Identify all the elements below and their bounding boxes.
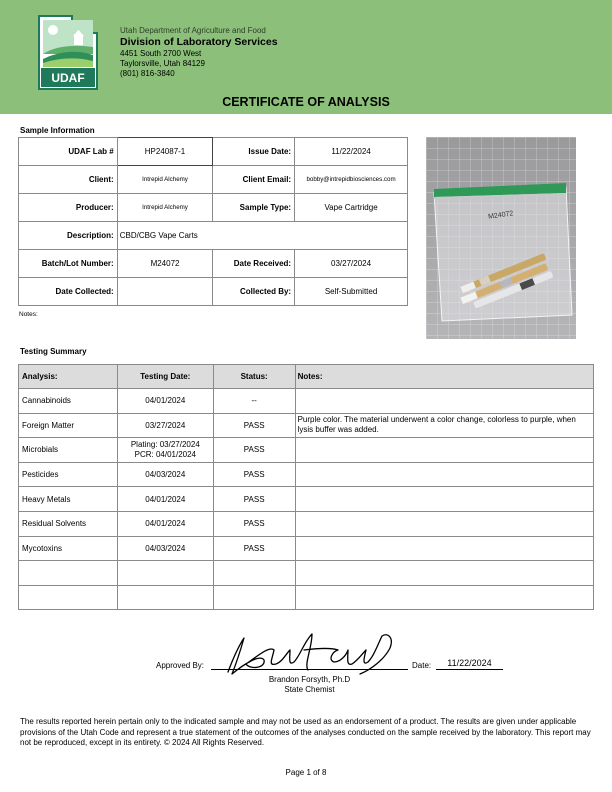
sample-info-label: Sample Information <box>20 126 95 135</box>
status-cell: PASS <box>213 438 295 463</box>
email-label: Client Email: <box>213 166 295 194</box>
type-label: Sample Type: <box>213 194 295 222</box>
approved-by-label: Approved By: <box>156 661 205 670</box>
received-label: Date Received: <box>213 250 295 278</box>
status-cell: PASS <box>213 462 295 487</box>
batch-value: M24072 <box>117 250 213 278</box>
analysis-cell: Mycotoxins <box>19 536 118 561</box>
producer-label: Producer: <box>19 194 118 222</box>
lab-label: UDAF Lab # <box>19 138 118 166</box>
notes-cell <box>295 536 593 561</box>
date-cell: 04/01/2024 <box>117 511 213 536</box>
notes-cell <box>295 389 593 414</box>
notes-cell <box>295 511 593 536</box>
photo-bag-label: M24072 <box>487 210 514 221</box>
table-row <box>19 438 594 463</box>
date-cell: 04/01/2024 <box>117 389 213 414</box>
division-name: Division of Laboratory Services <box>120 36 278 48</box>
lab-value: HP24087-1 <box>117 138 213 166</box>
disclaimer-text: The results reported herein pertain only to the indicated sample and may not be used as an endorsement of a product. The results are given under applicable provisions of the Utah Code and represent a true statement of the outcomes of the analyses conducted on the sample received by the laboratory. This report may not be reproduced, except in its entirety. © 2024 All Rights Reserved. <box>20 717 591 747</box>
testing-summary-label: Testing Summary <box>20 347 87 356</box>
analysis-cell: Cannabinoids <box>19 389 118 414</box>
udaf-logo <box>38 15 98 90</box>
issue-value: 11/22/2024 <box>295 138 408 166</box>
table-row <box>19 413 594 438</box>
table-row <box>19 561 594 586</box>
org-block <box>120 26 278 79</box>
description-label: Description: <box>19 222 118 250</box>
status-cell: -- <box>213 389 295 414</box>
page-number: Page 1 of 8 <box>285 768 327 777</box>
testing-summary-table <box>18 364 594 610</box>
address-line-1: 4451 South 2700 West <box>120 49 202 58</box>
table-row <box>19 278 408 306</box>
notes-cell <box>295 462 593 487</box>
date-cell: 04/01/2024 <box>117 487 213 512</box>
signature-line <box>211 669 408 670</box>
analysis-cell: Heavy Metals <box>19 487 118 512</box>
status-cell: PASS <box>213 413 295 438</box>
date-cell: 04/03/2024 <box>117 462 213 487</box>
email-value: bobby@intrepidbiosciences.com <box>295 166 408 194</box>
column-header-testing-date: Testing Date: <box>117 365 213 389</box>
collected-by-label: Collected By: <box>213 278 295 306</box>
table-row <box>19 462 594 487</box>
table-row <box>19 487 594 512</box>
table-row <box>19 585 594 610</box>
status-cell: PASS <box>213 536 295 561</box>
batch-label: Batch/Lot Number: <box>19 250 118 278</box>
status-cell <box>213 561 295 586</box>
date-cell: 03/27/2024 <box>117 413 213 438</box>
table-row <box>19 389 594 414</box>
column-header-notes: Notes: <box>295 365 593 389</box>
producer-value: Intrepid Alchemy <box>117 194 213 222</box>
handwritten-signature <box>220 626 400 678</box>
analysis-cell: Pesticides <box>19 462 118 487</box>
date-cell: 04/03/2024 <box>117 536 213 561</box>
issue-label: Issue Date: <box>213 138 295 166</box>
table-row <box>19 511 594 536</box>
analysis-cell: Microbials <box>19 438 118 463</box>
table-row <box>19 250 408 278</box>
phone: (801) 816-3840 <box>120 69 175 78</box>
status-cell <box>213 585 295 610</box>
description-value: CBD/CBG Vape Carts <box>117 222 407 250</box>
analysis-cell: Residual Solvents <box>19 511 118 536</box>
table-row <box>19 194 408 222</box>
client-label: Client: <box>19 166 118 194</box>
date-label: Date: <box>412 661 432 670</box>
plating-date: Plating: 03/27/2024 <box>130 440 200 450</box>
date-cell <box>117 585 213 610</box>
column-header-status: Status: <box>213 365 295 389</box>
table-row <box>19 222 408 250</box>
collected-by-value: Self-Submitted <box>295 278 408 306</box>
table-row <box>19 166 408 194</box>
sample-info-table <box>18 137 408 306</box>
column-header-analysis: Analysis: <box>19 365 118 389</box>
type-value: Vape Cartridge <box>295 194 408 222</box>
collected-value <box>117 278 213 306</box>
notes-cell <box>295 585 593 610</box>
notes-cell <box>295 487 593 512</box>
table-row <box>19 138 408 166</box>
signer-title: State Chemist <box>284 685 335 694</box>
page-title: CERTIFICATE OF ANALYSIS <box>222 95 390 109</box>
signer-name: Brandon Forsyth, Ph.D <box>268 675 351 684</box>
notes-cell: Purple color. The material underwent a color change, colorless to purple, when lysis buffer was added. <box>295 413 593 438</box>
notes-cell <box>295 561 593 586</box>
received-value: 03/27/2024 <box>295 250 408 278</box>
sample-photo <box>426 137 576 339</box>
pcr-date: PCR: 04/01/2024 <box>134 449 196 459</box>
notes-cell <box>295 438 593 463</box>
status-cell: PASS <box>213 511 295 536</box>
analysis-cell: Foreign Matter <box>19 413 118 438</box>
table-row <box>19 536 594 561</box>
approval-date: 11/22/2024 <box>436 658 503 670</box>
analysis-cell <box>19 561 118 586</box>
client-value: Intrepid Alchemy <box>117 166 213 194</box>
date-cell <box>117 438 213 463</box>
analysis-cell <box>19 585 118 610</box>
logo-text: UDAF <box>51 71 85 85</box>
date-cell <box>117 561 213 586</box>
notes-label: Notes: <box>19 311 38 318</box>
status-cell: PASS <box>213 487 295 512</box>
collected-label: Date Collected: <box>19 278 118 306</box>
department-name: Utah Department of Agriculture and Food <box>120 26 266 35</box>
address-line-2: Taylorsville, Utah 84129 <box>120 59 205 68</box>
header-banner <box>0 0 612 114</box>
table-header-row <box>19 365 594 389</box>
